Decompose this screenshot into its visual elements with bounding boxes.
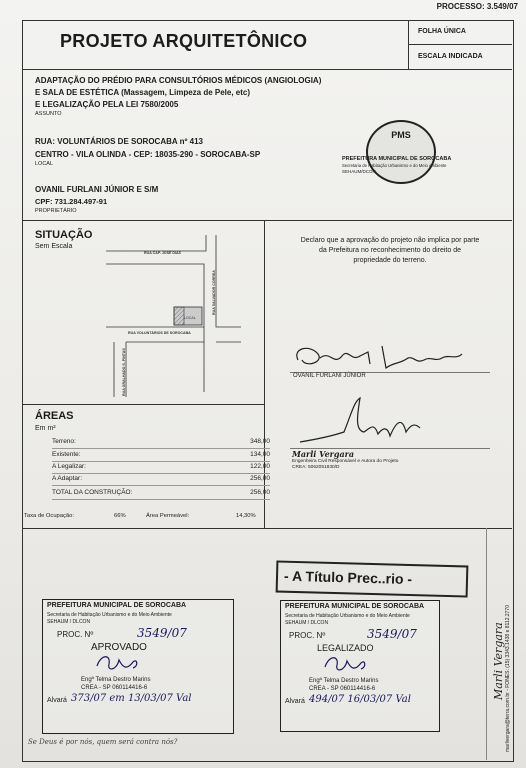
area-row-label: Terreno: <box>52 438 76 445</box>
declaration-text: Declaro que a aprovação do projeto não implica por parte da Prefeitura no reconhecimento do direito de propriedade do terreno. <box>300 237 480 264</box>
pms-stamp-line-2: Secretaria de Habitação Urbanismo e do Meio Ambiente <box>342 163 447 168</box>
stamp-signature-icon <box>93 652 143 674</box>
area-row-value: 122,00 <box>250 463 270 470</box>
stamp-proc-value: 3549/07 <box>367 627 417 641</box>
stamp-alvara-value: 494/07 16/03/07 Val <box>309 694 411 705</box>
stamp-signature-icon <box>321 653 371 675</box>
taxa-ocupacao-label: Taxa de Ocupação: <box>24 513 74 519</box>
stamp-status: APROVADO <box>91 642 147 653</box>
stamp-proc-value: 3549/07 <box>137 626 187 640</box>
stamp-org: PREFEITURA MUNICIPAL DE SOROCABA <box>47 602 187 609</box>
stamp-crea: CREA - SP 060114416-6 <box>81 685 148 691</box>
pms-seal-text: PMS <box>391 130 411 140</box>
local-line-2: CENTRO - VILA OLINDA - CEP: 18035-290 - SOROCABA-SP <box>35 150 261 159</box>
area-row-value: 134,00 <box>250 451 270 458</box>
section-divider-3 <box>22 528 512 529</box>
stamp-status: LEGALIZADO <box>317 643 374 653</box>
stamp-alvara-label: Alvará <box>47 697 67 704</box>
area-total-value: 256,00 <box>250 489 270 496</box>
street-salvador-correa: RUA SALVADOR CORREA <box>212 270 216 315</box>
pms-seal-icon <box>366 120 436 184</box>
area-rule <box>52 448 270 449</box>
area-row-label: A Legalizar: <box>52 463 86 470</box>
folha-label: FOLHA ÚNICA <box>418 28 466 35</box>
local-lot-hatch <box>174 307 184 325</box>
owner-cpf: CPF: 731.284.497-91 <box>35 197 108 206</box>
area-rule <box>52 485 270 486</box>
stamp-proc-label: PROC. Nº <box>289 631 326 640</box>
stamp-org: PREFEITURA MUNICIPAL DE SOROCABA <box>285 603 425 610</box>
stamp-eng: Engª Telma Destro Marins <box>309 678 379 684</box>
assunto-line-3: E LEGALIZAÇÃO PELA LEI 7580/2005 <box>35 100 179 109</box>
area-row <box>52 475 270 482</box>
area-row-value: 256,00 <box>250 475 270 482</box>
stamp-alvara-value: 373/07 em 13/03/07 Val <box>71 693 192 704</box>
area-row <box>52 463 270 470</box>
area-total-label: TOTAL DA CONSTRUÇÃO: <box>52 489 133 496</box>
assunto-label: ASSUNTO <box>35 111 62 117</box>
local-line-1: RUA: VOLUNTÁRIOS DE SOROCABA nº 413 <box>35 137 203 146</box>
header-box-divider <box>408 44 512 45</box>
side-contact: marlivergara@terra.com.br - FONES: (15) 3343.1438 e 8112.2770 <box>505 605 511 752</box>
area-row <box>52 451 270 458</box>
areas-unit: Em m² <box>35 425 56 432</box>
assunto-line-1: ADAPTAÇÃO DO PRÉDIO PARA CONSULTÓRIOS MÉDICOS (ANGIOLOGIA) <box>35 76 322 85</box>
stamp-sub2: SEHAUM / DLCON <box>285 620 329 626</box>
stamp-proc-label: PROC. Nº <box>57 630 94 639</box>
situacao-scale: Sem Escala <box>35 243 73 250</box>
area-rule <box>52 473 270 474</box>
area-permeavel-label: Área Permeável: <box>146 513 190 519</box>
approval-stamp-1 <box>42 599 234 734</box>
titulo-precario-text: - A Título Prec..rio - <box>283 567 413 588</box>
stamp-sub2: SEHAUM / DLCON <box>47 619 91 625</box>
process-number: PROCESSO: 3.549/07 <box>436 2 518 11</box>
engineer-crea: CREA: 5062051830/D <box>292 465 340 470</box>
engineer-signature-icon <box>292 392 432 452</box>
local-label: LOCAL <box>35 161 54 167</box>
area-row <box>52 438 270 445</box>
street-penteado: RUA GRALHADO S. PINTAS <box>122 348 126 396</box>
map-street-edge <box>106 264 204 392</box>
engineer-sign-name: Marli Vergara <box>292 449 355 459</box>
titulo-precario-stamp <box>276 560 469 597</box>
map-street-edge <box>106 235 206 251</box>
side-signature: Marli Vergara <box>492 622 505 700</box>
owner-name: OVANIL FURLANI JÚNIOR E S/M <box>35 185 159 194</box>
engineer-role: Engenheira Civil Responsável e Autora do Projeto <box>292 459 399 464</box>
pms-stamp-line-1: PREFEITURA MUNICIPAL DE SOROCABA <box>342 156 452 162</box>
street-voluntarios: RUA VOLUNTÁRIOS DE SOROCABA <box>128 331 191 335</box>
stamp-crea: CREA - SP 060114416-6 <box>309 686 376 692</box>
areas-title: ÁREAS <box>35 410 74 422</box>
taxa-ocupacao-value: 66% <box>114 513 126 519</box>
area-total-row <box>52 489 270 496</box>
area-row-label: A Adaptar: <box>52 475 82 482</box>
situation-map <box>96 232 246 402</box>
pms-stamp-line-3: SEHAUM/DCON <box>342 169 376 174</box>
stamp-eng: Engª Telma Destro Marins <box>81 677 151 683</box>
side-divider <box>486 528 487 760</box>
section-divider-2 <box>22 404 264 405</box>
area-permeavel-value: 14,30% <box>236 513 256 519</box>
owner-label: PROPRIETÁRIO <box>35 208 77 214</box>
escala-label: ESCALA INDICADA <box>418 53 483 60</box>
owner-sign-name: OVANIL FURLANI JÚNIOR <box>293 373 366 379</box>
stamp-alvara-label: Alvará <box>285 698 305 705</box>
approval-stamp-2 <box>280 600 440 732</box>
situacao-title: SITUAÇÃO <box>35 229 93 241</box>
footer-note: Se Deus é por nós, quem será contra nós? <box>28 738 178 746</box>
street-local-label: LOCAL <box>184 316 196 320</box>
page-title: PROJETO ARQUITETÔNICO <box>60 31 308 51</box>
map-street-edge <box>216 235 241 327</box>
header-divider <box>22 69 512 70</box>
area-rule <box>52 461 270 462</box>
street-cap-jose-dias: RUA CAP. JOSÉ DIAS <box>144 251 181 255</box>
area-row-value: 348,00 <box>250 438 270 445</box>
stamp-sub1: Secretaria de Habitação Urbanismo e do Meio Ambiente <box>285 613 410 619</box>
assunto-line-2: E SALA DE ESTÉTICA (Massagem, Limpeza de Pele, etc) <box>35 88 251 97</box>
stamp-sub1: Secretaria de Habitação Urbanismo e do Meio Ambiente <box>47 612 172 618</box>
area-rule <box>52 499 270 500</box>
area-row-label: Existente: <box>52 451 81 458</box>
section-divider-1 <box>22 220 512 221</box>
